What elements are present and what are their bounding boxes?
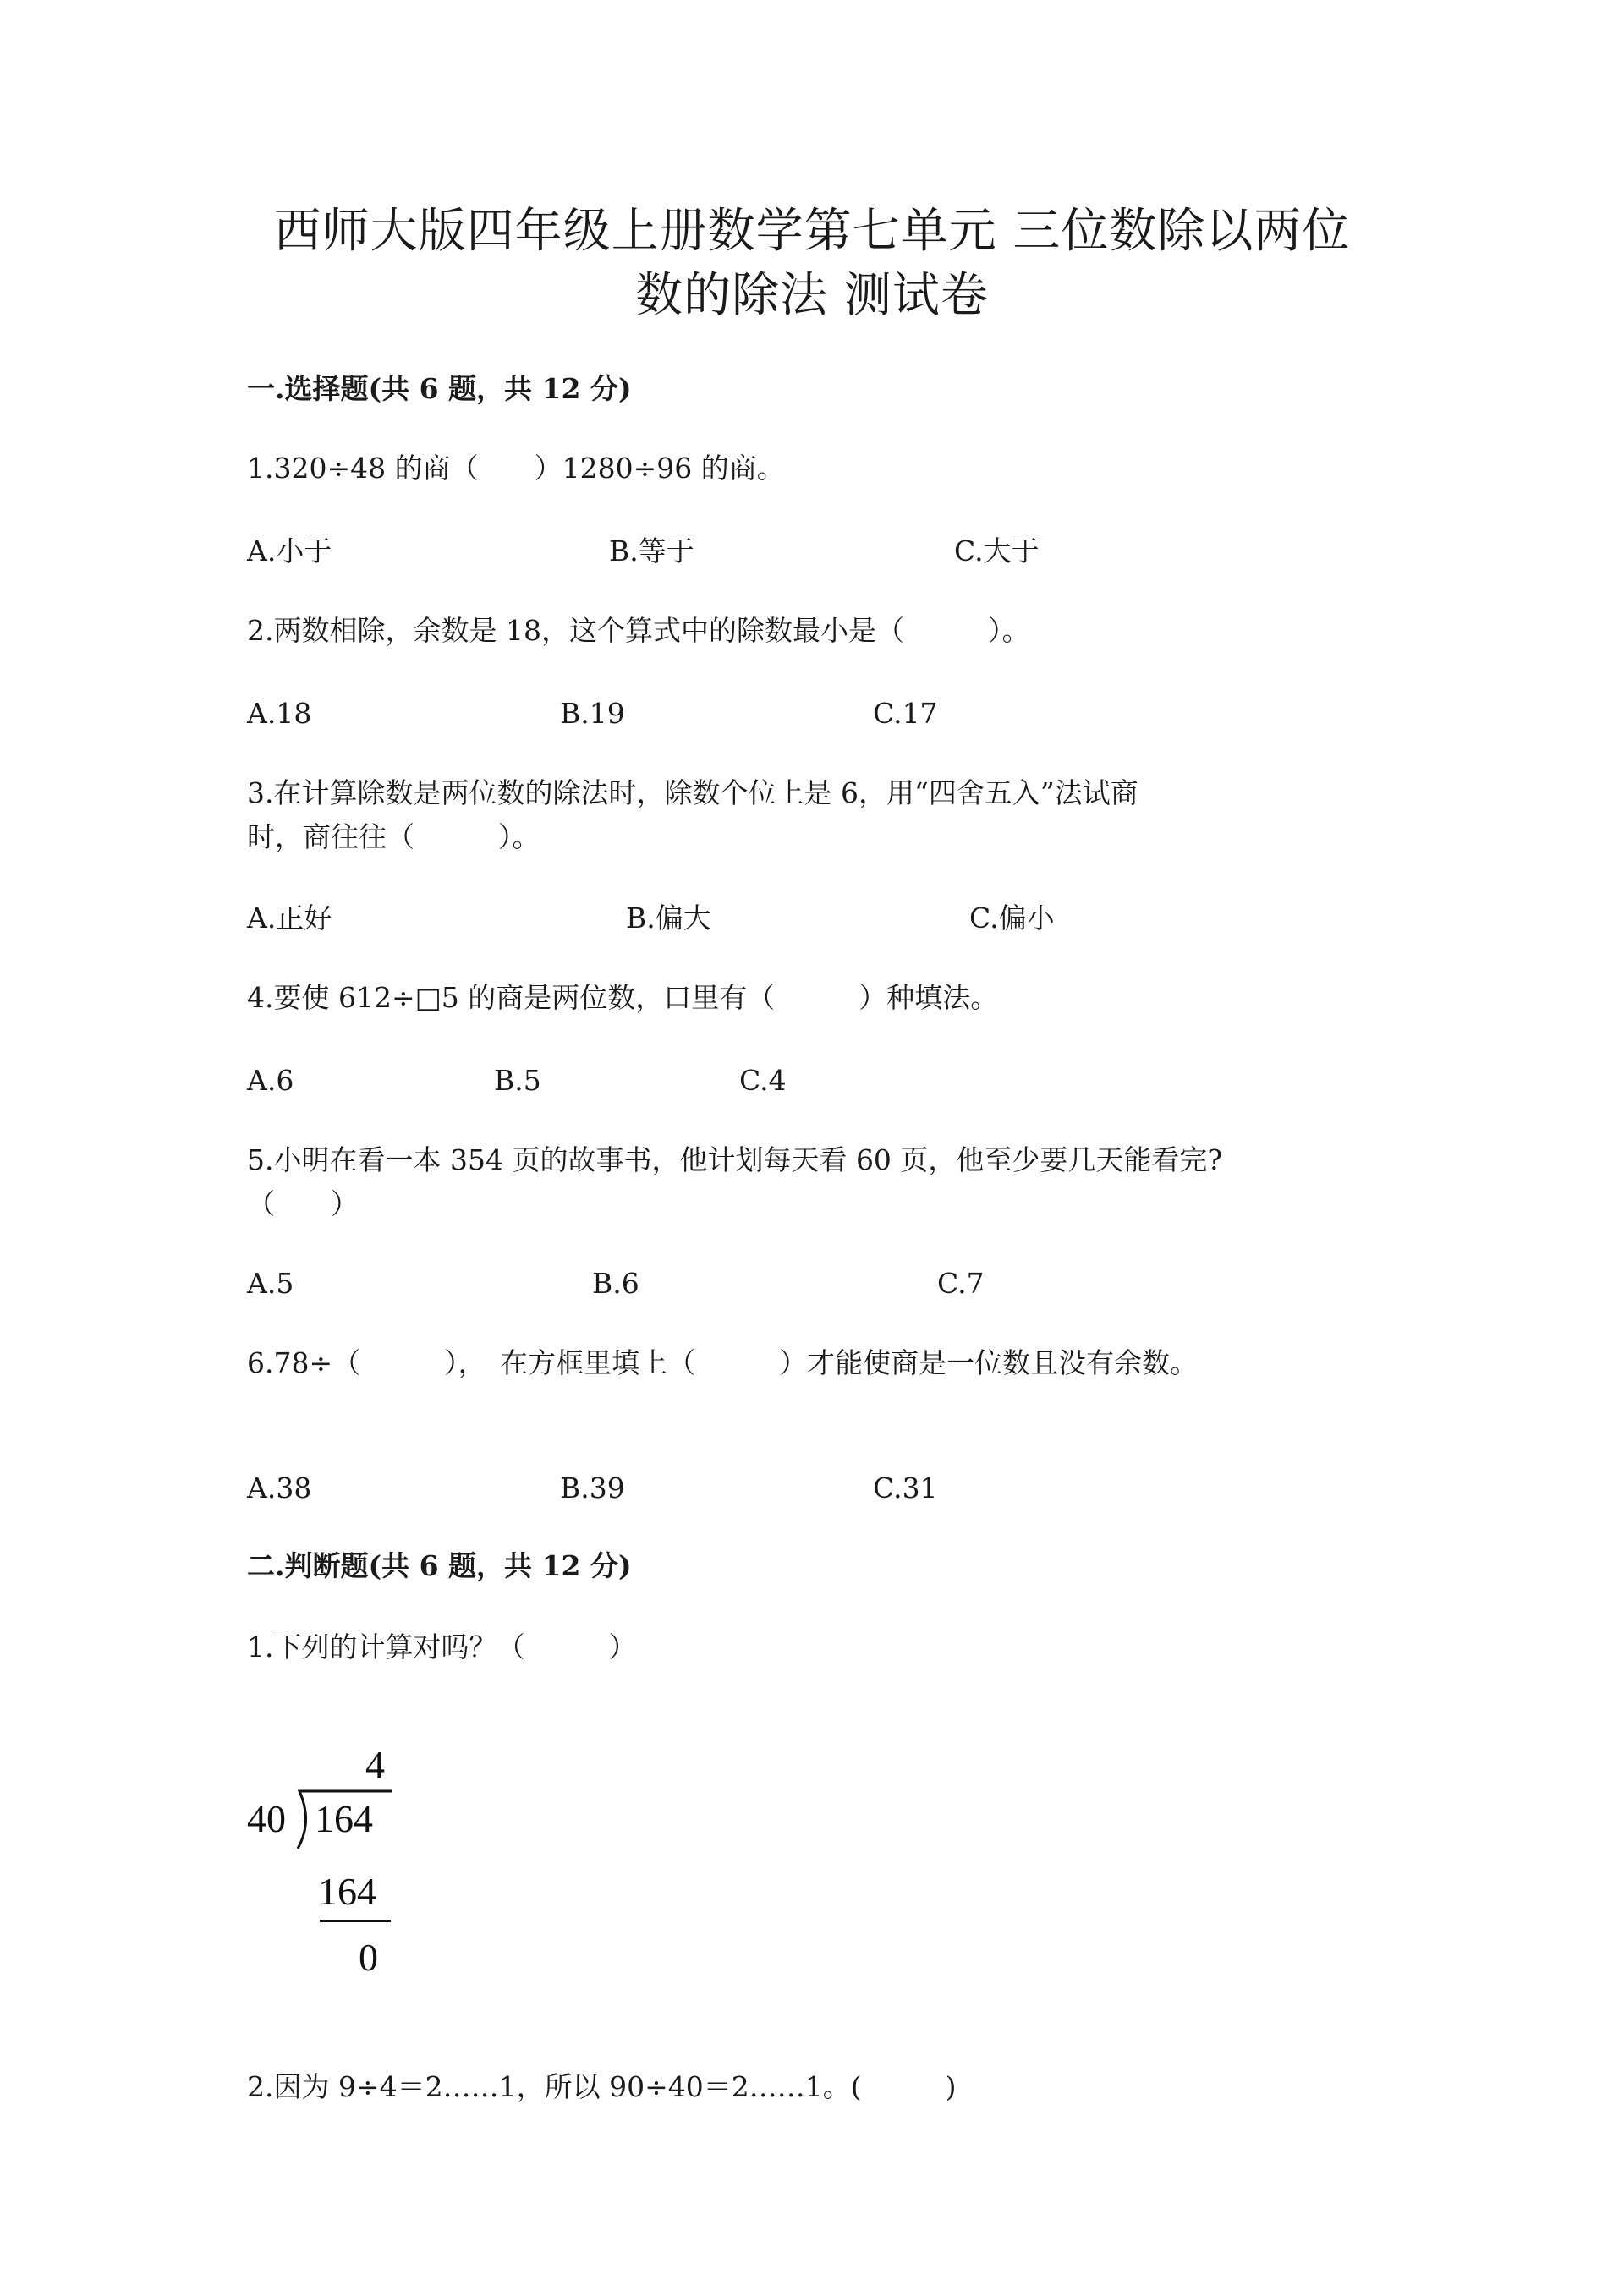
option-a: A.正好 [247,901,332,934]
option-c: C.7 [937,1267,985,1300]
section-heading-choice: 一.选择题(共 6 题，共 12 分) [247,372,632,405]
option-c: C.17 [873,697,938,730]
question-text-continued: （ ） [247,1187,359,1220]
long-division-quotient: 4 [365,1743,385,1786]
long-division-remainder: 0 [359,1936,378,1979]
long-division-dividend: 164 [315,1797,373,1840]
section-heading-true-false: 二.判断题(共 6 题，共 12 分) [247,1549,632,1582]
question-text: 4.要使 612÷□5 的商是两位数，口里有（ ）种填法。 [247,981,999,1014]
option-c: C.偏小 [969,901,1055,934]
question-text: 1.下列的计算对吗？（ ） [247,1630,637,1663]
long-division-divisor: 40 [247,1797,286,1840]
option-a: A.小于 [247,534,332,567]
long-division-product: 164 [318,1870,376,1913]
option-b: B.5 [494,1064,541,1097]
option-c: C.31 [873,1471,938,1504]
option-a: A.6 [247,1064,294,1097]
option-c: C.大于 [954,534,1040,567]
question-text: 3.在计算除数是两位数的除法时，除数个位上是 6，用“四舍五入”法试商 [247,776,1138,809]
option-b: B.6 [592,1267,639,1300]
page-title-line-2: 数的除法 测试卷 [635,268,989,323]
option-a: A.38 [247,1471,312,1504]
option-a: A.5 [247,1267,294,1300]
question-text: 1.320÷48 的商（ ）1280÷96 的商。 [247,452,785,485]
page-title-line-1: 西师大版四年级上册数学第七单元 三位数除以两位 [273,204,1351,259]
long-division-rule [320,1920,391,1922]
option-b: B.19 [560,697,625,730]
option-b: B.39 [560,1471,625,1504]
question-text: 2.因为 9÷4＝2……1，所以 90÷40＝2……1。( ) [247,2070,957,2103]
question-text: 6.78÷（ ）， 在方框里填上（ ）才能使商是一位数且没有余数。 [247,1346,1199,1379]
option-b: B.等于 [609,534,694,567]
option-a: A.18 [247,697,312,730]
option-b: B.偏大 [626,901,711,934]
option-c: C.4 [739,1064,787,1097]
question-text-continued: 时，商往往（ ）。 [247,820,540,853]
question-text: 5.小明在看一本 354 页的故事书，他计划每天看 60 页，他至少要几天能看完? [247,1143,1223,1176]
question-text: 2.两数相除，余数是 18，这个算式中的除数最小是（ ）。 [247,614,1030,647]
